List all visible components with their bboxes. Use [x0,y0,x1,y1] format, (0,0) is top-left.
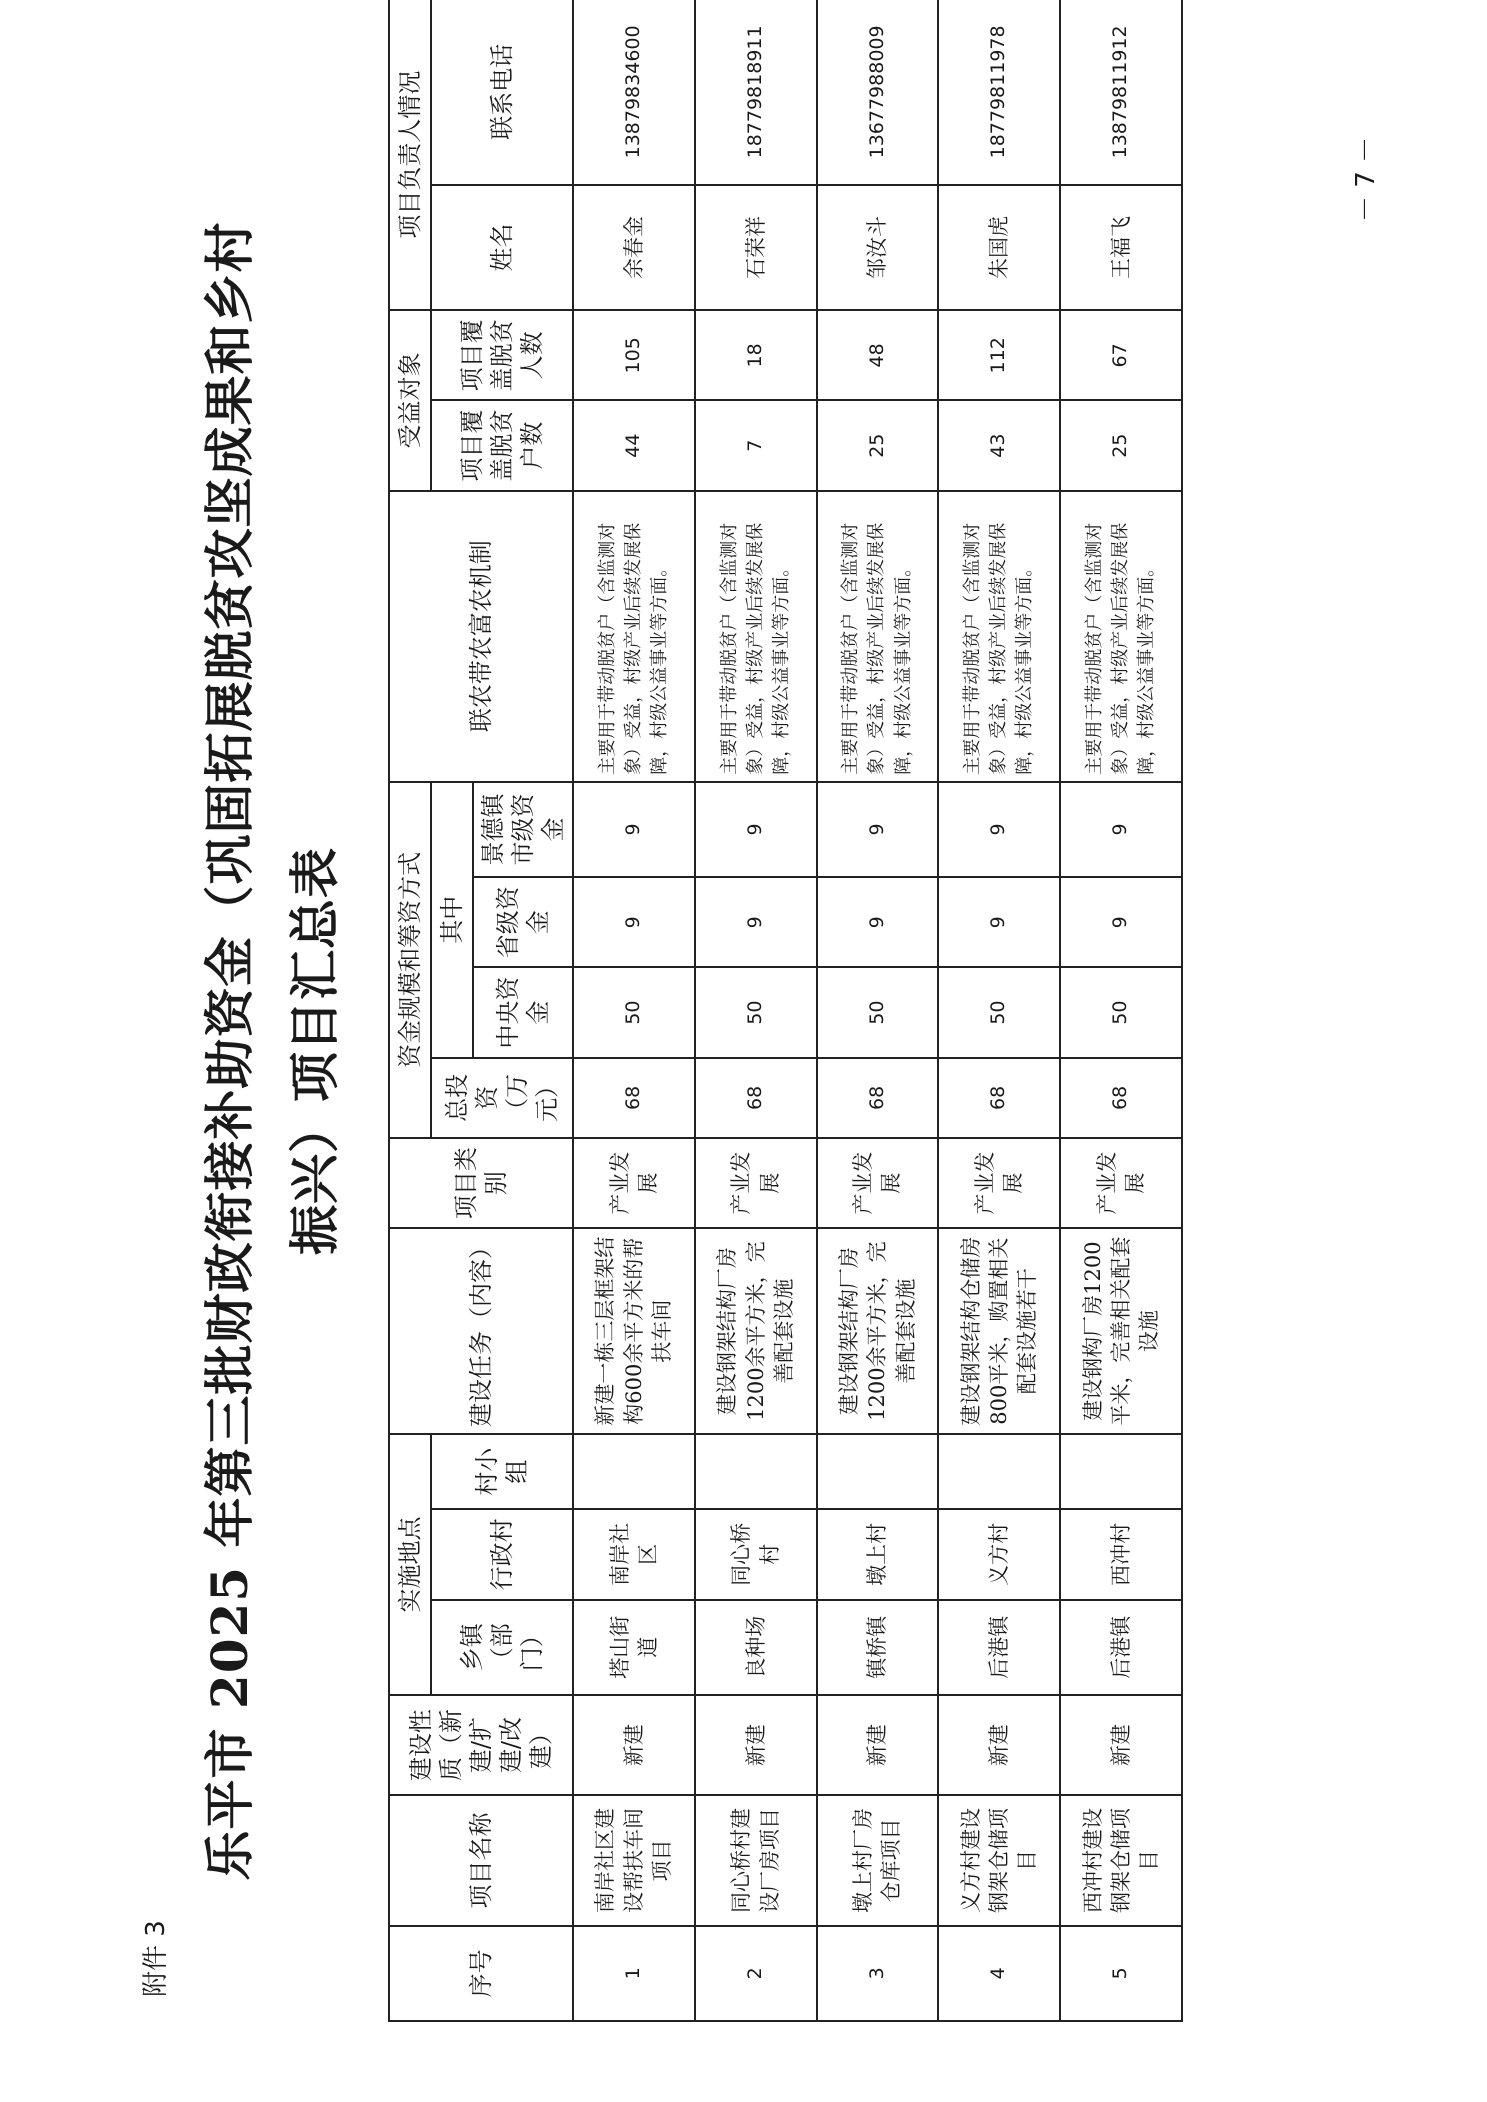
cell-total: 68 [695,1058,817,1138]
cell-provincial: 9 [817,877,939,967]
cell-leader: 石荣祥 [695,185,817,310]
cell-total: 68 [573,1058,695,1138]
cell-village: 南岸社区 [573,1509,695,1599]
cell-phone: 13879811912 [1060,0,1182,185]
cell-task: 建设钢架结构厂房1200余平方米，完善配套设施 [695,1228,817,1434]
cell-central: 50 [938,967,1060,1057]
cell-name: 墩上村厂房仓库项目 [817,1795,939,1925]
table-title-line2: 振兴）项目汇总表 [285,847,344,1255]
cell-people: 18 [695,310,817,400]
col-header-people: 项目覆盖脱贫人数 [431,310,573,400]
col-header-task: 建设任务（内容） [389,1228,573,1434]
col-header-nature: 建设性质（新建/扩建/改建） [389,1695,573,1795]
cell-group [695,1434,817,1509]
cell-total: 68 [817,1058,939,1138]
cell-mechanism: 主要用于带动脱贫户（含监测对象）受益，村级产业后续发展保障，村级公益事业等方面。 [1060,491,1182,782]
col-header-location: 实施地点 [389,1434,431,1695]
cell-task: 建设钢架结构厂房1200余平方米，完善配套设施 [817,1228,939,1434]
page-number: － 7 － [1351,136,1381,222]
table-title-line1: 乐平市 2025 年第三批财政衔接补助资金（巩固拓展脱贫攻坚成果和乡村 [200,221,259,1881]
cell-mechanism: 主要用于带动脱贫户（含监测对象）受益，村级产业后续发展保障，村级公益事业等方面。 [817,491,939,782]
table-row [938,0,1060,2021]
cell-central: 50 [695,967,817,1057]
cell-phone: 13677988009 [817,0,939,185]
cell-village: 墩上村 [817,1509,939,1599]
cell-village: 西冲村 [1060,1509,1182,1599]
cell-task: 建设钢架结构仓储房800平米，购置相关配套设施若干 [938,1228,1060,1434]
cell-nature: 新建 [695,1695,817,1795]
cell-leader: 朱国虎 [938,185,1060,310]
cell-households: 43 [938,401,1060,491]
col-header-seq: 序号 [389,1926,573,2021]
col-header-leader-name: 姓名 [431,185,573,310]
cell-village: 同心桥村 [695,1509,817,1599]
cell-name: 南岸社区建设帮扶车间项目 [573,1795,695,1925]
cell-leader: 余春金 [573,185,695,310]
cell-town: 塔山街道 [573,1600,695,1695]
cell-town: 后港镇 [938,1600,1060,1695]
cell-people: 112 [938,310,1060,400]
col-header-mechanism: 联农带农富农机制 [389,491,573,782]
col-header-name: 项目名称 [389,1795,573,1925]
cell-provincial: 9 [695,877,817,967]
cell-nature: 新建 [573,1695,695,1795]
cell-name: 义方村建设钢架仓储项目 [938,1795,1060,1925]
col-header-beneficiary: 受益对象 [389,310,431,491]
cell-city: 9 [1060,782,1182,877]
cell-households: 25 [817,401,939,491]
col-header-category: 项目类别 [389,1138,573,1228]
cell-group [817,1434,939,1509]
cell-category: 产业发展 [573,1138,695,1228]
cell-city: 9 [817,782,939,877]
cell-seq: 3 [817,1926,939,2021]
cell-category: 产业发展 [1060,1138,1182,1228]
cell-city: 9 [938,782,1060,877]
cell-total: 68 [938,1058,1060,1138]
cell-city: 9 [573,782,695,877]
cell-central: 50 [817,967,939,1057]
cell-leader: 王福飞 [1060,185,1182,310]
cell-central: 50 [1060,967,1182,1057]
cell-mechanism: 主要用于带动脱贫户（含监测对象）受益，村级产业后续发展保障，村级公益事业等方面。 [695,491,817,782]
cell-seq: 2 [695,1926,817,2021]
cell-category: 产业发展 [695,1138,817,1228]
col-header-town: 乡镇（部门） [431,1600,573,1695]
cell-group [1060,1434,1182,1509]
col-header-group: 村小组 [431,1434,573,1509]
col-header-village: 行政村 [431,1509,573,1599]
cell-town: 后港镇 [1060,1600,1182,1695]
cell-category: 产业发展 [817,1138,939,1228]
cell-group [938,1434,1060,1509]
cell-town: 良种场 [695,1600,817,1695]
col-header-total: 总投资（万元） [431,1058,573,1138]
cell-households: 25 [1060,401,1182,491]
cell-provincial: 9 [1060,877,1182,967]
cell-task: 新建一栋三层框架结构600余平方米的帮扶车间 [573,1228,695,1434]
col-header-provincial: 省级资金 [473,877,573,967]
cell-group [573,1434,695,1509]
cell-seq: 4 [938,1926,1060,2021]
col-header-leader: 项目负责人情况 [389,0,431,310]
attachment-label: 附件 3 [141,1920,171,1997]
cell-city: 9 [695,782,817,877]
cell-name: 同心桥村建设厂房项目 [695,1795,817,1925]
cell-leader: 邹汝斗 [817,185,939,310]
cell-households: 44 [573,401,695,491]
cell-people: 105 [573,310,695,400]
cell-mechanism: 主要用于带动脱贫户（含监测对象）受益，村级产业后续发展保障，村级公益事业等方面。 [573,491,695,782]
col-header-phone: 联系电话 [431,0,573,185]
cell-phone: 18779811978 [938,0,1060,185]
cell-nature: 新建 [938,1695,1060,1795]
cell-phone: 18779818911 [695,0,817,185]
col-header-central: 中央资金 [473,967,573,1057]
cell-provincial: 9 [938,877,1060,967]
table-row [817,0,939,2021]
cell-total: 68 [1060,1058,1182,1138]
cell-category: 产业发展 [938,1138,1060,1228]
project-summary-table [388,0,1183,2022]
cell-phone: 13879834600 [573,0,695,185]
cell-mechanism: 主要用于带动脱贫户（含监测对象）受益，村级产业后续发展保障，村级公益事业等方面。 [938,491,1060,782]
col-header-city: 景德镇市级资金 [473,782,573,877]
col-header-among: 其中 [431,782,473,1058]
col-header-funding: 资金规模和筹资方式 [389,782,431,1138]
table-row [695,0,817,2021]
cell-town: 镇桥镇 [817,1600,939,1695]
col-header-households: 项目覆盖脱贫户数 [431,401,573,491]
table-row [573,0,695,2021]
cell-seq: 5 [1060,1926,1182,2021]
cell-village: 义方村 [938,1509,1060,1599]
cell-central: 50 [573,967,695,1057]
cell-nature: 新建 [817,1695,939,1795]
cell-people: 67 [1060,310,1182,400]
cell-households: 7 [695,401,817,491]
table-row [1060,0,1182,2021]
cell-nature: 新建 [1060,1695,1182,1795]
cell-provincial: 9 [573,877,695,967]
cell-task: 建设钢构厂房1200平米，完善相关配套设施 [1060,1228,1182,1434]
cell-seq: 1 [573,1926,695,2021]
cell-people: 48 [817,310,939,400]
cell-name: 西冲村建设钢架仓储项目 [1060,1795,1182,1925]
